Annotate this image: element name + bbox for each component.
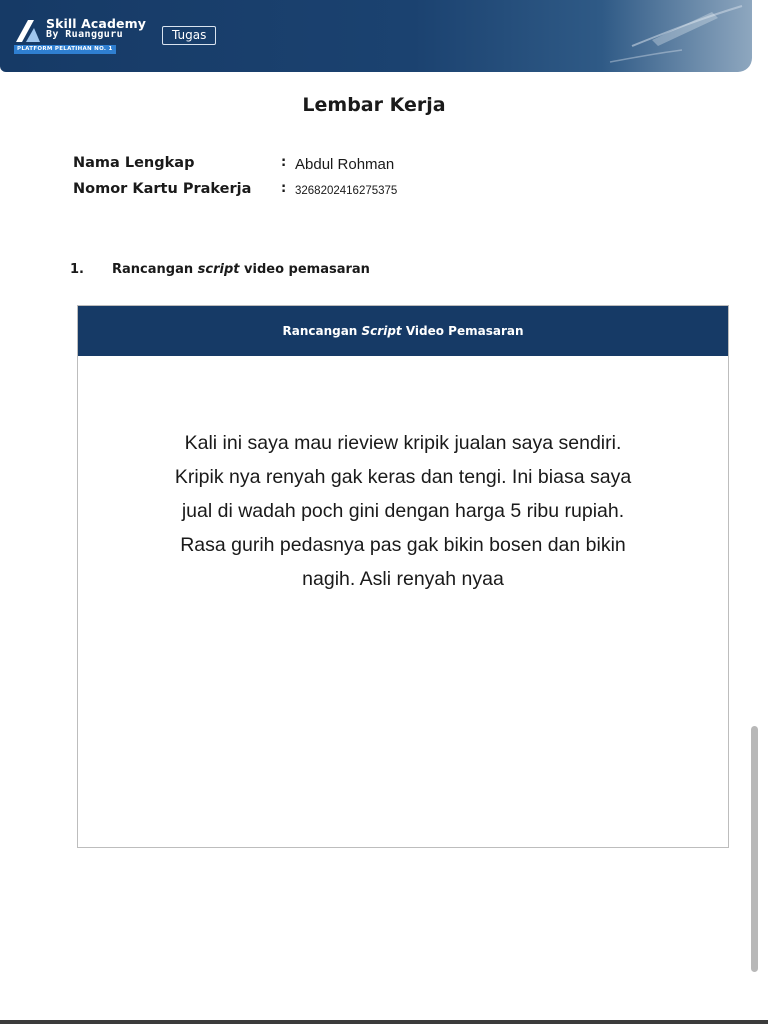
script-table xyxy=(77,305,729,848)
field-value-card-number: 3268202416275375 xyxy=(295,185,398,197)
pen-decoration-icon xyxy=(592,0,752,72)
script-content: Kali ini saya mau rieview kripik jualan saya sendiri. Kripik nya renyah gak keras dan tengi. Ini biasa saya jual di wadah poch gini dengan harga 5 ribu rupiah. Rasa gurih pedasnya pas gak bikin bosen dan bikin nagih. Asli renyah nyaa xyxy=(174,432,632,590)
field-label: Nama Lengkap xyxy=(73,155,195,171)
page-title: Lembar Kerja xyxy=(302,94,446,116)
field-colon: : xyxy=(281,181,287,196)
field-full-name xyxy=(73,155,673,177)
bottom-edge xyxy=(0,1020,768,1024)
section-number: 1. xyxy=(70,262,84,277)
section-text-italic: script xyxy=(197,262,240,277)
section-text-end: video pemasaran xyxy=(239,262,370,277)
tugas-badge: Tugas xyxy=(162,26,216,45)
table-header xyxy=(78,306,728,356)
field-card-number xyxy=(73,181,673,203)
header-banner xyxy=(0,0,752,72)
field-colon: : xyxy=(281,155,287,170)
table-header-italic: Script xyxy=(361,324,402,338)
section-text xyxy=(112,262,370,277)
section-text-start: Rancangan xyxy=(112,262,198,277)
logo-title: Skill Academy xyxy=(46,16,146,31)
scrollbar-thumb[interactable] xyxy=(751,726,758,972)
logo-mark-icon xyxy=(14,18,42,44)
logo-tagline: PLATFORM PELATIHAN NO. 1 xyxy=(14,45,116,54)
table-header-start: Rancangan xyxy=(282,324,362,338)
table-header-end: Video Pemasaran xyxy=(401,324,524,338)
logo-subtitle: By Ruangguru xyxy=(46,29,124,40)
skill-academy-logo xyxy=(12,14,162,58)
field-value-name: Abdul Rohman xyxy=(295,156,395,173)
section-heading xyxy=(70,262,670,282)
field-label: Nomor Kartu Prakerja xyxy=(73,181,252,197)
